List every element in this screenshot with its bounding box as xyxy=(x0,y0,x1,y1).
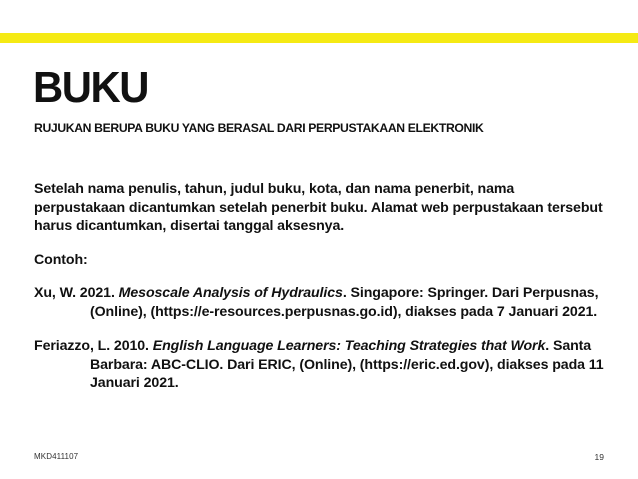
reference-book-title: English Language Learners: Teaching Strategies that Work xyxy=(152,338,546,354)
intro-paragraph: Setelah nama penulis, tahun, judul buku, kota, dan nama penerbit, nama perpustakaan dicantumkan setelah penerbit buku. Alamat web perpustakaan tersebut harus dicantumkan, disertai tanggal aksesnya. xyxy=(34,181,603,234)
example-label: Contoh: xyxy=(34,251,88,268)
reference-details: . Singapore: Springer. Dari Perpusnas, (Online), (https://e-resources.perpusnas.go.id), diakses pada 7 Januari 2021. xyxy=(90,285,599,320)
accent-bar xyxy=(0,33,638,43)
slide-content xyxy=(34,180,609,409)
reference-author-year: Feriazzo, L. 2010. xyxy=(34,338,153,354)
reference-details: . Santa Barbara: ABC-CLIO. Dari ERIC, (Online), (https://eric.ed.gov), diakses pada 11 Januari 2021. xyxy=(90,338,604,391)
reference-entry xyxy=(34,284,609,321)
reference-book-title: Mesoscale Analysis of Hydraulics xyxy=(118,285,343,301)
page-number: 19 xyxy=(594,452,604,462)
slide-subtitle: RUJUKAN BERUPA BUKU YANG BERASAL DARI PERPUSTAKAAN ELEKTRONIK xyxy=(34,121,484,135)
course-code: MKD411107 xyxy=(34,452,79,461)
reference-author-year: Xu, W. 2021. xyxy=(34,285,119,301)
reference-entry xyxy=(34,337,609,393)
slide-title: BUKU xyxy=(33,63,149,112)
